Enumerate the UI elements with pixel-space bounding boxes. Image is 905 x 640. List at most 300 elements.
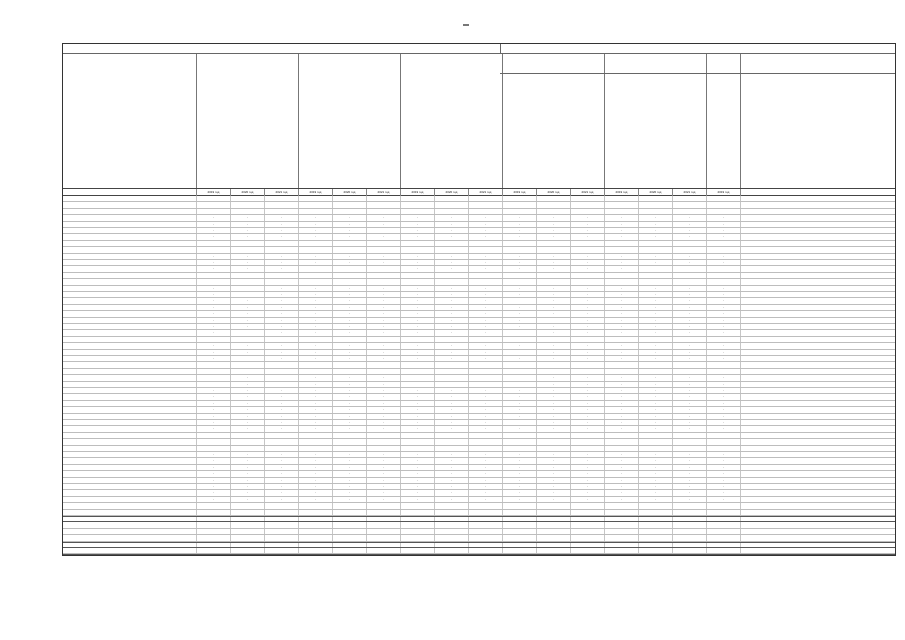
table-cell-empty: - [605,484,639,489]
table-cell-empty: - [571,343,605,348]
table-cell-empty: - [605,343,639,348]
table-cell [401,202,435,207]
table-cell-empty: - [299,394,333,399]
table-cell [435,446,469,451]
table-cell-empty: - [673,298,707,303]
table-cell-empty: - [299,458,333,463]
table-cell-empty: - [605,394,639,399]
table-cell [401,510,435,515]
table-cell [605,543,639,547]
table-cell-empty: - [435,452,469,457]
table-cell [435,503,469,508]
table-cell-empty: - [435,228,469,233]
table-cell-empty: - [673,350,707,355]
table-cell-empty: - [673,388,707,393]
table-cell-empty: - [537,324,571,329]
table-cell-empty: - [707,292,741,297]
table-cell-empty: - [401,356,435,361]
table-cell-empty: - [333,292,367,297]
table-cell [469,241,503,246]
row-name [63,292,197,297]
table-cell [707,510,741,515]
table-cell-empty: - [333,401,367,406]
table-cell-empty: - [197,471,231,476]
table-cell-empty: - [197,228,231,233]
table-cell [571,273,605,278]
table-cell [503,548,537,553]
table-cell-empty: - [401,414,435,419]
table-cell [435,555,469,556]
table-cell-empty: - [333,260,367,265]
table-cell-empty: - [401,350,435,355]
table-cell [707,247,741,252]
row-name [63,247,197,252]
table-cell-empty: - [265,356,299,361]
table-cell-empty: - [299,471,333,476]
year-cell: 2021 год [469,189,503,196]
table-cell-empty: - [639,401,673,406]
table-cell [639,273,673,278]
table-cell-empty: - [503,388,537,393]
table-cell-empty: - [639,382,673,387]
table-cell-empty: - [639,458,673,463]
table-cell-empty: - [503,324,537,329]
table-cell-empty: - [673,324,707,329]
table-cell-empty: - [469,222,503,227]
table-cell-empty: - [435,292,469,297]
table-cell-empty: - [503,478,537,483]
row-name [63,273,197,278]
table-cell-empty: - [333,298,367,303]
table-cell-empty: - [197,311,231,316]
table-cell-empty: - [367,388,401,393]
table-cell-empty: - [605,490,639,495]
table-cell-empty: - [401,394,435,399]
table-cell-empty: - [639,407,673,412]
table-cell-empty: - [299,260,333,265]
table-cell [571,529,605,534]
table-cell [435,535,469,540]
table-cell-empty: - [571,497,605,502]
table-cell-empty: - [639,234,673,239]
table-cell-empty: - [673,305,707,310]
table-cell [673,279,707,284]
table-cell-empty: - [639,330,673,335]
table-cell-empty: - [571,318,605,323]
table-cell [435,433,469,438]
table-cell [639,517,673,521]
table-cell [299,279,333,284]
table-cell [503,510,537,515]
table-cell [571,522,605,527]
table-cell-empty: - [571,324,605,329]
table-cell-empty: - [537,394,571,399]
table-cell [605,439,639,444]
table-cell-empty: - [469,420,503,425]
table-cell-empty: - [265,388,299,393]
table-cell-empty: - [401,318,435,323]
table-cell [605,337,639,342]
table-cell [231,292,265,297]
table-cell-empty: - [605,497,639,502]
table-cell-empty: - [571,375,605,380]
table-cell-empty: - [231,426,265,431]
table-cell [231,241,265,246]
table-cell-empty: - [231,414,265,419]
table-cell [673,529,707,534]
table-cell-empty: - [367,465,401,470]
table-cell [299,247,333,252]
table-cell-empty: - [299,305,333,310]
table-cell-empty: - [673,215,707,220]
table-cell [707,433,741,438]
table-cell-empty: - [231,484,265,489]
table-cell-empty: - [707,497,741,502]
table-cell [639,503,673,508]
table-cell-empty: - [435,420,469,425]
table-cell-empty: - [367,426,401,431]
table-cell-empty: - [333,458,367,463]
table-cell [333,279,367,284]
table-cell [639,529,673,534]
table-cell [401,375,435,380]
table-cell [231,286,265,291]
table-cell [605,196,639,201]
table-cell-empty: - [265,324,299,329]
table-cell [435,362,469,367]
table-cell-empty: - [367,330,401,335]
table-cell-empty: - [265,298,299,303]
table-cell-empty: - [231,305,265,310]
table-cell-empty: - [469,401,503,406]
table-cell [333,433,367,438]
table-cell [367,555,401,556]
table-cell-empty: - [367,234,401,239]
table-cell-empty: - [537,375,571,380]
page-mark [463,24,469,26]
table-cell-empty: - [469,394,503,399]
table-cell-empty: - [231,394,265,399]
table-cell [299,510,333,515]
table-cell-empty: - [605,234,639,239]
table-cell [231,196,265,201]
table-cell-empty: - [707,426,741,431]
table-cell-empty: - [367,356,401,361]
table-cell-empty: - [503,305,537,310]
table-cell [231,543,265,547]
table-cell-empty: - [639,228,673,233]
table-cell-empty: - [265,490,299,495]
table-cell [503,517,537,521]
table-cell-empty: - [537,484,571,489]
table-cell [503,503,537,508]
table-cell-empty: - [197,318,231,323]
table-cell-empty: - [605,350,639,355]
row-name [63,311,197,316]
row-name [63,465,197,470]
table-cell-empty: - [435,490,469,495]
table-cell [673,369,707,374]
table-cell-empty: - [367,324,401,329]
table-cell-empty: - [401,324,435,329]
table-cell-empty: - [673,318,707,323]
table-cell-empty: - [537,382,571,387]
table-cell-empty: - [197,266,231,271]
table-cell [639,279,673,284]
table-cell-empty: - [367,343,401,348]
table-cell-empty: - [333,382,367,387]
table-cell [571,247,605,252]
row-name [63,234,197,239]
table-cell [367,517,401,521]
table-cell-empty: - [333,465,367,470]
table-cell [605,247,639,252]
table-cell [197,375,231,380]
table-cell-empty: - [707,215,741,220]
table-cell-empty: - [367,222,401,227]
table-cell [469,503,503,508]
row-name [63,503,197,508]
table-cell [673,337,707,342]
table-cell-empty: - [707,375,741,380]
table-cell-empty: - [197,484,231,489]
table-cell-empty: - [605,414,639,419]
table-cell [197,433,231,438]
table-cell [265,510,299,515]
table-cell [231,548,265,553]
table-cell [333,510,367,515]
table-cell-empty: - [265,228,299,233]
table-cell [605,548,639,553]
table-cell-empty: - [605,458,639,463]
table-cell [469,433,503,438]
table-cell-empty: - [299,254,333,259]
table-cell-empty: - [537,452,571,457]
table-cell [231,535,265,540]
table-cell-empty: - [401,266,435,271]
table-cell-empty: - [639,305,673,310]
table-cell [673,548,707,553]
table-cell-empty: - [673,458,707,463]
row-name [63,407,197,412]
table-cell-empty: - [401,234,435,239]
table-cell [265,375,299,380]
table-cell [571,517,605,521]
table-cell-empty: - [673,260,707,265]
table-cell-empty: - [503,465,537,470]
table-cell [231,439,265,444]
table-cell-empty: - [707,471,741,476]
row-name [63,337,197,342]
table-cell-empty: - [537,350,571,355]
table-cell [639,439,673,444]
table-cell-empty: - [367,407,401,412]
table-cell [299,503,333,508]
table-cell-empty: - [673,228,707,233]
table-cell [639,202,673,207]
table-cell-empty: - [367,254,401,259]
column-group-label [401,54,503,188]
table-cell-empty: - [503,401,537,406]
table-cell-empty: - [571,407,605,412]
table-cell-empty: - [673,414,707,419]
year-cell: 2019 год [707,189,741,196]
table-cell-empty: - [605,452,639,457]
table-cell-empty: - [435,394,469,399]
table-cell-empty: - [333,394,367,399]
table-cell [503,375,537,380]
table-cell [707,503,741,508]
row-name [63,260,197,265]
table-cell-empty: - [367,490,401,495]
table-cell-empty: - [469,254,503,259]
table-cell [197,535,231,540]
year-cell: 2021 год [571,189,605,196]
table-cell-empty: - [571,490,605,495]
table-cell [231,510,265,515]
table-cell [537,273,571,278]
table-cell-empty: - [299,426,333,431]
table-cell [333,555,367,556]
table-cell-empty: - [537,420,571,425]
table-cell-empty: - [571,266,605,271]
table-cell-empty: - [639,292,673,297]
row-name [63,228,197,233]
table-cell-empty: - [673,375,707,380]
table-cell [571,279,605,284]
table-cell-empty: - [571,414,605,419]
table-cell [367,548,401,553]
table-cell-empty: - [265,465,299,470]
table-cell [401,196,435,201]
row-name [63,517,197,521]
table-cell-empty: - [537,234,571,239]
table-cell-empty: - [401,260,435,265]
table-cell-empty: - [469,356,503,361]
table-cell-empty: - [299,420,333,425]
table-cell [197,510,231,515]
table-cell [571,241,605,246]
table-cell [639,543,673,547]
table-cell [537,433,571,438]
table-cell-empty: - [469,350,503,355]
table-cell-empty: - [673,222,707,227]
table-cell [367,209,401,214]
row-name [63,286,197,291]
table-cell-empty: - [673,490,707,495]
row-name [63,241,197,246]
table-cell-empty: - [605,388,639,393]
table-cell [537,439,571,444]
table-cell-empty: - [401,471,435,476]
table-cell-empty: - [231,324,265,329]
table-cell-empty: - [299,311,333,316]
table-cell-empty: - [639,465,673,470]
table-cell [605,369,639,374]
table-cell-empty: - [639,343,673,348]
table-cell-empty: - [605,228,639,233]
table-cell-empty: - [707,222,741,227]
table-cell-empty: - [707,420,741,425]
table-cell [673,433,707,438]
table-cell-empty: - [605,382,639,387]
table-cell-empty: - [707,228,741,233]
table-cell-empty: - [707,350,741,355]
table-cell [571,446,605,451]
table-cell [367,362,401,367]
table-top-band-divider [500,44,501,54]
table-cell-empty: - [299,234,333,239]
table-cell [299,241,333,246]
table-cell-empty: - [469,426,503,431]
table-cell [707,362,741,367]
table-cell [299,522,333,527]
year-cell: 2020 год [435,189,469,196]
row-name [63,388,197,393]
year-cell: 2019 год [299,189,333,196]
table-cell-empty: - [571,222,605,227]
table-cell [299,202,333,207]
table-cell-empty: - [299,382,333,387]
table-cell [299,535,333,540]
table-cell-empty: - [435,311,469,316]
table-cell [333,209,367,214]
table-cell [673,273,707,278]
table-cell-empty: - [333,305,367,310]
table-cell-empty: - [197,305,231,310]
row-name [63,458,197,463]
table-cell-empty: - [605,375,639,380]
table-cell [367,535,401,540]
table-cell [401,529,435,534]
table-cell [333,543,367,547]
table-cell [333,535,367,540]
table-cell-empty: - [333,356,367,361]
table-cell-empty: - [231,254,265,259]
table-cell [265,369,299,374]
table-cell [503,543,537,547]
table-cell [673,241,707,246]
table-cell-empty: - [673,497,707,502]
row-name [63,369,197,374]
table-cell [571,369,605,374]
table-cell-empty: - [503,394,537,399]
table-cell-empty: - [435,414,469,419]
table-cell [435,202,469,207]
table-cell-empty: - [367,311,401,316]
table-cell [503,529,537,534]
table-cell-empty: - [197,394,231,399]
table-cell-empty: - [605,318,639,323]
table-cell [537,510,571,515]
table-cell [571,202,605,207]
table-cell-empty: - [367,484,401,489]
table-cell-empty: - [367,394,401,399]
table-cell [537,517,571,521]
table-cell [197,439,231,444]
table-cell-empty: - [265,478,299,483]
table-cell-empty: - [469,471,503,476]
table-cell-empty: - [265,484,299,489]
table-cell-empty: - [333,311,367,316]
table-cell [673,555,707,556]
table-cell-empty: - [265,254,299,259]
table-cell [435,209,469,214]
table-cell-empty: - [299,286,333,291]
table-cell-empty: - [503,215,537,220]
table-cell [401,209,435,214]
table-cell-empty: - [707,484,741,489]
